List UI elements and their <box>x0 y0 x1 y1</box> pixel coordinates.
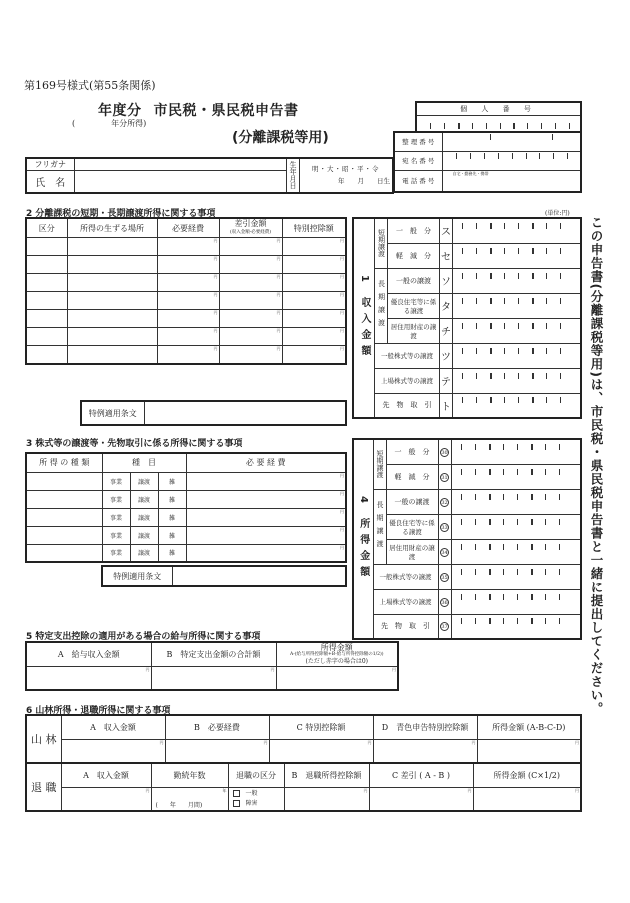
expense-cell[interactable] <box>186 508 346 526</box>
kind-cell[interactable] <box>26 490 102 508</box>
amount-field[interactable] <box>453 243 582 268</box>
kubun-cell[interactable] <box>26 310 67 328</box>
section1-table <box>352 217 582 419</box>
row-code: 36 <box>441 599 448 606</box>
row-code: テ <box>440 368 453 393</box>
forest-b-field[interactable] <box>165 739 269 763</box>
kind-misc[interactable]: 雑 <box>158 490 186 508</box>
amount-field[interactable] <box>453 343 582 368</box>
checkbox[interactable] <box>233 800 240 807</box>
col-item: 種 目 <box>102 453 186 472</box>
atena-label: 宛 名 番 号 <box>394 151 442 170</box>
diff-cell[interactable] <box>219 310 282 328</box>
years-unit: 年 <box>222 787 227 793</box>
retire-a-field[interactable] <box>61 787 151 811</box>
amount-field[interactable] <box>451 614 581 639</box>
row-label: 居住用財産の譲渡 <box>386 539 438 564</box>
row-code: タ <box>440 293 453 318</box>
special-clause-label: 特例適用条文 <box>102 566 172 586</box>
personal-number-label: 個 人 番 号 <box>416 102 581 115</box>
col-income <box>276 642 398 666</box>
table-row <box>26 472 346 490</box>
row-label: 居住用財産の譲渡 <box>388 318 440 343</box>
forest-col-c: C 特別控除額 <box>269 715 373 739</box>
expense-cell[interactable] <box>186 526 346 544</box>
amount-field[interactable] <box>453 268 582 293</box>
special-cell[interactable] <box>282 292 346 310</box>
section6-title: 6 山林所得・退職所得に関する事項 <box>26 706 171 716</box>
kind-cell[interactable] <box>26 472 102 490</box>
amount-field[interactable] <box>451 589 581 614</box>
special-cell[interactable] <box>282 328 346 346</box>
place-cell[interactable] <box>67 256 157 274</box>
forest-col-income: 所得金額 (A-B-C-D) <box>477 715 581 739</box>
forest-label: 山 林 <box>26 715 61 763</box>
special-cell[interactable] <box>282 256 346 274</box>
birth-label: 生年月日 <box>286 158 299 193</box>
diff-cell[interactable] <box>219 256 282 274</box>
seiri-label: 整 理 番 号 <box>394 132 442 151</box>
retire-col-type: 退職の区分 <box>228 763 284 787</box>
side-note: この申告書(分離課税等用)は、市民税・県民税申告書と一緒に提出してください。 <box>589 216 604 716</box>
furigana-label: フリガナ <box>26 158 74 171</box>
atena-field[interactable] <box>442 151 581 170</box>
kubun-cell[interactable] <box>26 256 67 274</box>
col-place: 所得の生ずる場所 <box>67 218 157 238</box>
row-code: 33 <box>441 524 448 531</box>
row-label: 一 般 分 <box>388 218 440 243</box>
section4-label-text: 4 所得金額 <box>357 495 369 583</box>
col-salary: A 給与収入金額 <box>26 642 151 666</box>
retire-label: 退 職 <box>26 763 61 811</box>
retire-option-disability[interactable] <box>233 799 284 809</box>
amount-field[interactable] <box>451 464 581 489</box>
row-code: 32 <box>441 499 448 506</box>
amount-field[interactable] <box>451 539 581 564</box>
row-code: 37 <box>441 624 448 631</box>
table-row <box>26 238 346 256</box>
row-code: 35 <box>441 574 448 581</box>
section3-title: 3 株式等の譲渡等・先物取引に係る所得に関する事項 <box>26 439 243 449</box>
forest-income-field[interactable] <box>477 739 581 763</box>
special-clause-field[interactable] <box>144 401 346 425</box>
section3-special-clause <box>101 565 347 587</box>
row-label: 先 物 取 引 <box>373 614 438 639</box>
row-code: ス <box>440 218 453 243</box>
kind-cell[interactable] <box>26 508 102 526</box>
expense-cell[interactable] <box>157 238 219 256</box>
id-fields <box>393 131 582 193</box>
kind-misc[interactable]: 雑 <box>158 472 186 490</box>
kind-misc[interactable]: 雑 <box>158 526 186 544</box>
kind-cell[interactable] <box>26 544 102 562</box>
col-special: 特別控除額 <box>282 218 346 238</box>
diff-sub: (収入金額-必要経費) <box>229 230 272 235</box>
special-clause-field[interactable] <box>172 566 346 586</box>
unit-label: (単位:円) <box>545 210 570 217</box>
table-row <box>26 508 346 526</box>
income-note: (ただし赤字の場合は0) <box>305 657 368 665</box>
income-label: 所得金額 <box>320 642 353 652</box>
amount-field[interactable] <box>451 439 581 464</box>
expense-cell[interactable] <box>157 292 219 310</box>
group-short: 短期譲渡 <box>373 439 386 489</box>
option-label: 一般 <box>245 789 258 797</box>
row-label: 優良住宅等に係る譲渡 <box>388 293 440 318</box>
personal-number-box[interactable] <box>415 101 582 133</box>
section5-table <box>25 641 399 691</box>
person-info <box>25 157 394 194</box>
diff-cell[interactable] <box>219 238 282 256</box>
era-options[interactable]: 明・大・昭・平・令 <box>312 165 380 174</box>
name-field[interactable] <box>74 171 286 193</box>
kind-business[interactable]: 事業 <box>102 508 130 526</box>
table-row <box>26 346 346 364</box>
expense-cell[interactable] <box>186 472 346 490</box>
table-row <box>26 544 346 562</box>
row-label: 軽 減 分 <box>386 464 438 489</box>
forest-col-d: D 青色申告特別控除額 <box>373 715 477 739</box>
table-row <box>26 328 346 346</box>
special-cell[interactable] <box>282 274 346 292</box>
section6-retire-table <box>25 762 582 812</box>
forest-col-a: A 収入金額 <box>61 715 165 739</box>
section2-title: 2 分離課税の短期・長期譲渡所得に関する事項 <box>26 209 216 219</box>
special-cell[interactable] <box>282 238 346 256</box>
kind-transfer[interactable]: 譲渡 <box>130 544 158 562</box>
phone-hint: 自宅・勤務先・携帯 <box>452 170 489 176</box>
amount-field[interactable] <box>453 393 582 418</box>
section2-special-clause <box>80 400 347 426</box>
row-label: 一般株式等の譲渡 <box>375 343 440 368</box>
kind-business[interactable]: 事業 <box>102 490 130 508</box>
section4-table <box>352 438 582 640</box>
section6-forest-table <box>25 714 582 764</box>
income-field[interactable] <box>276 666 398 690</box>
row-code: 31 <box>441 474 448 481</box>
option-label: 障害 <box>245 799 258 807</box>
salary-field[interactable] <box>26 666 151 690</box>
furigana-field[interactable] <box>74 158 286 171</box>
section4-label <box>353 439 373 639</box>
section3-table <box>25 452 347 563</box>
table-row <box>26 274 346 292</box>
form-title <box>98 100 299 120</box>
table-row <box>26 490 346 508</box>
row-label: 軽 減 分 <box>388 243 440 268</box>
title-prefix: 年度分 <box>98 103 142 119</box>
section1-label <box>353 218 375 418</box>
row-code: チ <box>440 318 453 343</box>
row-code: ソ <box>440 268 453 293</box>
retire-col-a: A 収入金額 <box>61 763 151 787</box>
col-diff <box>219 218 282 238</box>
amount-field[interactable] <box>453 293 582 318</box>
expense-cell[interactable] <box>186 490 346 508</box>
place-cell[interactable] <box>67 310 157 328</box>
place-cell[interactable] <box>67 292 157 310</box>
retire-col-income: 所得金額 (C×1/2) <box>473 763 581 787</box>
amount-field[interactable] <box>453 368 582 393</box>
diff-cell[interactable] <box>219 328 282 346</box>
place-cell[interactable] <box>67 274 157 292</box>
forest-d-field[interactable] <box>373 739 477 763</box>
row-code: ツ <box>440 343 453 368</box>
retire-years-field[interactable] <box>151 787 228 811</box>
kind-misc[interactable]: 雑 <box>158 508 186 526</box>
income-year[interactable] <box>72 118 146 129</box>
expense-cell[interactable] <box>157 328 219 346</box>
expense-cell[interactable] <box>157 274 219 292</box>
kind-transfer[interactable]: 譲渡 <box>130 472 158 490</box>
retire-option-general[interactable] <box>233 789 284 799</box>
personal-number-field[interactable] <box>416 115 581 132</box>
name-label: 氏 名 <box>26 171 74 193</box>
retire-col-c: C 差引 ( A - B ) <box>369 763 473 787</box>
seiri-field[interactable] <box>442 132 581 151</box>
kind-cell[interactable] <box>26 526 102 544</box>
retire-col-b: B 退職所得控除額 <box>284 763 369 787</box>
special-cell[interactable] <box>282 310 346 328</box>
group-long: 長期譲渡 <box>373 489 386 564</box>
table-row <box>26 526 346 544</box>
diff-cell[interactable] <box>219 274 282 292</box>
diff-cell[interactable] <box>219 292 282 310</box>
col-expense: 必 要 経 費 <box>186 453 346 472</box>
specific-field[interactable] <box>151 666 276 690</box>
kubun-cell[interactable] <box>26 346 67 364</box>
row-label: 上場株式等の譲渡 <box>373 589 438 614</box>
forest-a-field[interactable] <box>61 739 165 763</box>
kind-transfer[interactable]: 譲渡 <box>130 526 158 544</box>
kind-business[interactable]: 事業 <box>102 472 130 490</box>
retire-c-field[interactable] <box>369 787 473 811</box>
phone-label: 電 話 番 号 <box>394 170 442 192</box>
paren: ( <box>72 119 76 128</box>
row-code: セ <box>440 243 453 268</box>
retire-col-years: 勤続年数 <box>151 763 228 787</box>
forest-c-field[interactable] <box>269 739 373 763</box>
retire-type-field <box>228 787 284 811</box>
amount-field[interactable] <box>453 218 582 243</box>
expense-cell[interactable] <box>157 256 219 274</box>
birth-field[interactable] <box>299 158 393 193</box>
diff-cell[interactable] <box>219 346 282 364</box>
group-short: 短期譲渡 <box>375 218 388 268</box>
row-label: 先 物 取 引 <box>375 393 440 418</box>
amount-field[interactable] <box>451 564 581 589</box>
kubun-cell[interactable] <box>26 328 67 346</box>
birth-ymd: 年 月 日生 <box>338 177 390 186</box>
table-row <box>26 292 346 310</box>
col-kind: 所 得 の 種 類 <box>26 453 102 472</box>
forest-col-b: B 必要経費 <box>165 715 269 739</box>
retire-income-field[interactable] <box>473 787 581 811</box>
phone-field[interactable] <box>442 170 581 192</box>
section2-table <box>25 217 347 365</box>
special-clause-label: 特例適用条文 <box>81 401 144 425</box>
row-label: 上場株式等の譲渡 <box>375 368 440 393</box>
checkbox[interactable] <box>233 790 240 797</box>
amount-field[interactable] <box>451 489 581 514</box>
amount-field[interactable] <box>451 514 581 539</box>
form-subtitle: (分離課税等用) <box>232 130 329 146</box>
amount-field[interactable] <box>453 318 582 343</box>
row-label: 一般の譲渡 <box>388 268 440 293</box>
col-kubun: 区分 <box>26 218 67 238</box>
section5-title: 5 特定支出控除の適用がある場合の給与所得に関する事項 <box>26 632 261 642</box>
place-cell[interactable] <box>67 328 157 346</box>
kind-misc[interactable]: 雑 <box>158 544 186 562</box>
income-formula: A-(給与所得控除額+B-給与所得控除額の1/2)) <box>290 651 384 657</box>
place-cell[interactable] <box>67 346 157 364</box>
form-number: 第169号様式(第55条関係) <box>24 79 156 92</box>
retire-b-field[interactable] <box>284 787 369 811</box>
diff-label: 差引金額 <box>234 219 267 228</box>
section1-label-text: 1 収入金額 <box>359 274 370 362</box>
kind-business[interactable]: 事業 <box>102 544 130 562</box>
kubun-cell[interactable] <box>26 238 67 256</box>
table-row <box>26 256 346 274</box>
years-detail: ( 年 月間) <box>155 802 203 809</box>
row-label: 一般株式等の譲渡 <box>373 564 438 589</box>
col-expense: 必要経費 <box>157 218 219 238</box>
kubun-cell[interactable] <box>26 292 67 310</box>
row-label: 優良住宅等に係る譲渡 <box>386 514 438 539</box>
kind-transfer[interactable]: 譲渡 <box>130 490 158 508</box>
special-cell[interactable] <box>282 346 346 364</box>
place-cell[interactable] <box>67 238 157 256</box>
row-code: ト <box>440 393 453 418</box>
kind-transfer[interactable]: 譲渡 <box>130 508 158 526</box>
expense-cell[interactable] <box>157 346 219 364</box>
row-code: 30 <box>441 449 448 456</box>
col-specific: B 特定支出金額の合計額 <box>151 642 276 666</box>
kubun-cell[interactable] <box>26 274 67 292</box>
kind-business[interactable]: 事業 <box>102 526 130 544</box>
row-label: 一般の譲渡 <box>386 489 438 514</box>
table-row <box>26 310 346 328</box>
expense-cell[interactable] <box>186 544 346 562</box>
expense-cell[interactable] <box>157 310 219 328</box>
title-main: 市民税・県民税申告書 <box>153 103 299 119</box>
row-code: 34 <box>441 549 448 556</box>
row-label: 一 般 分 <box>386 439 438 464</box>
group-long: 長期譲渡 <box>375 268 388 343</box>
income-year-label: 年分所得) <box>111 119 147 128</box>
